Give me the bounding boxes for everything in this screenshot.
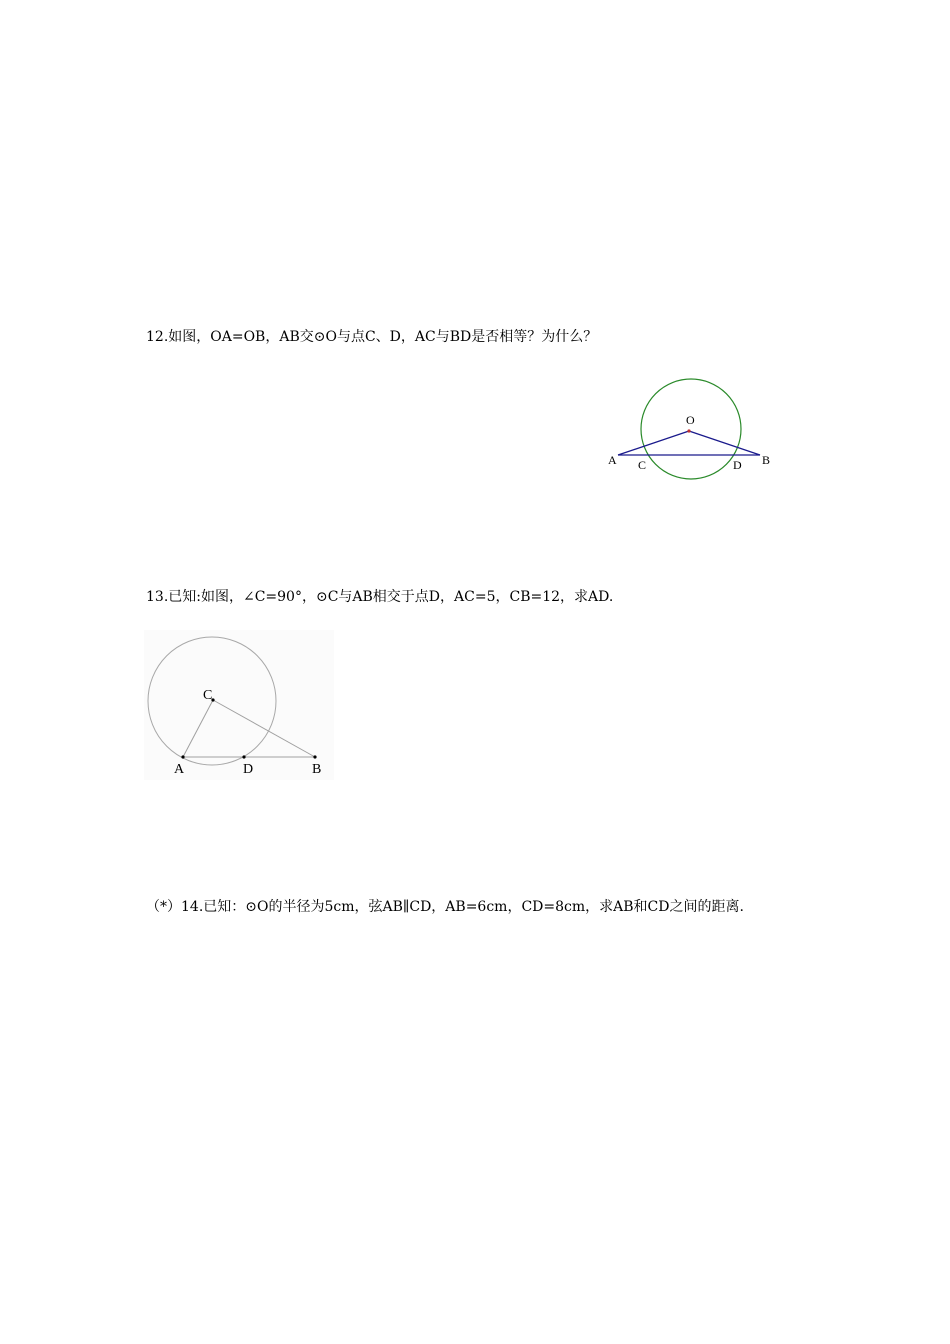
label-a: A: [608, 453, 617, 467]
point-b-dot: [313, 755, 316, 758]
label-b: B: [762, 453, 771, 467]
question-12-text: 12.如图，OA=OB，AB交⊙O与点C、D，AC与BD是否相等？为什么？: [146, 329, 598, 345]
label-o: O: [686, 413, 695, 427]
label-a: A: [174, 762, 185, 777]
segment-cb: [213, 700, 315, 757]
figure-q12-circle-triangle: [600, 374, 790, 489]
circle-o: [641, 379, 741, 479]
segment-ac: [183, 700, 213, 757]
figure-q13-svg: [144, 630, 334, 780]
label-c: C: [638, 458, 647, 472]
label-d: D: [243, 762, 254, 777]
segment-oa: [618, 431, 689, 455]
figure-q12-svg: [600, 374, 790, 489]
question-14-text: （*）14.已知：⊙O的半径为5cm，弦AB∥CD，AB=6cm，CD=8cm，求AB和CD之间的距离.: [146, 899, 744, 915]
question-13-text: 13.已知:如图，∠C=90°，⊙C与AB相交于点D，AC=5，CB=12，求AD.: [146, 589, 614, 605]
point-o-dot: [687, 429, 690, 432]
segment-ob: [689, 431, 760, 455]
point-d-dot: [242, 755, 245, 758]
point-a-dot: [181, 755, 184, 758]
label-b: B: [312, 762, 322, 777]
label-c: C: [203, 688, 213, 703]
figure-q13-right-triangle-circle: [144, 630, 334, 780]
label-d: D: [733, 458, 742, 472]
